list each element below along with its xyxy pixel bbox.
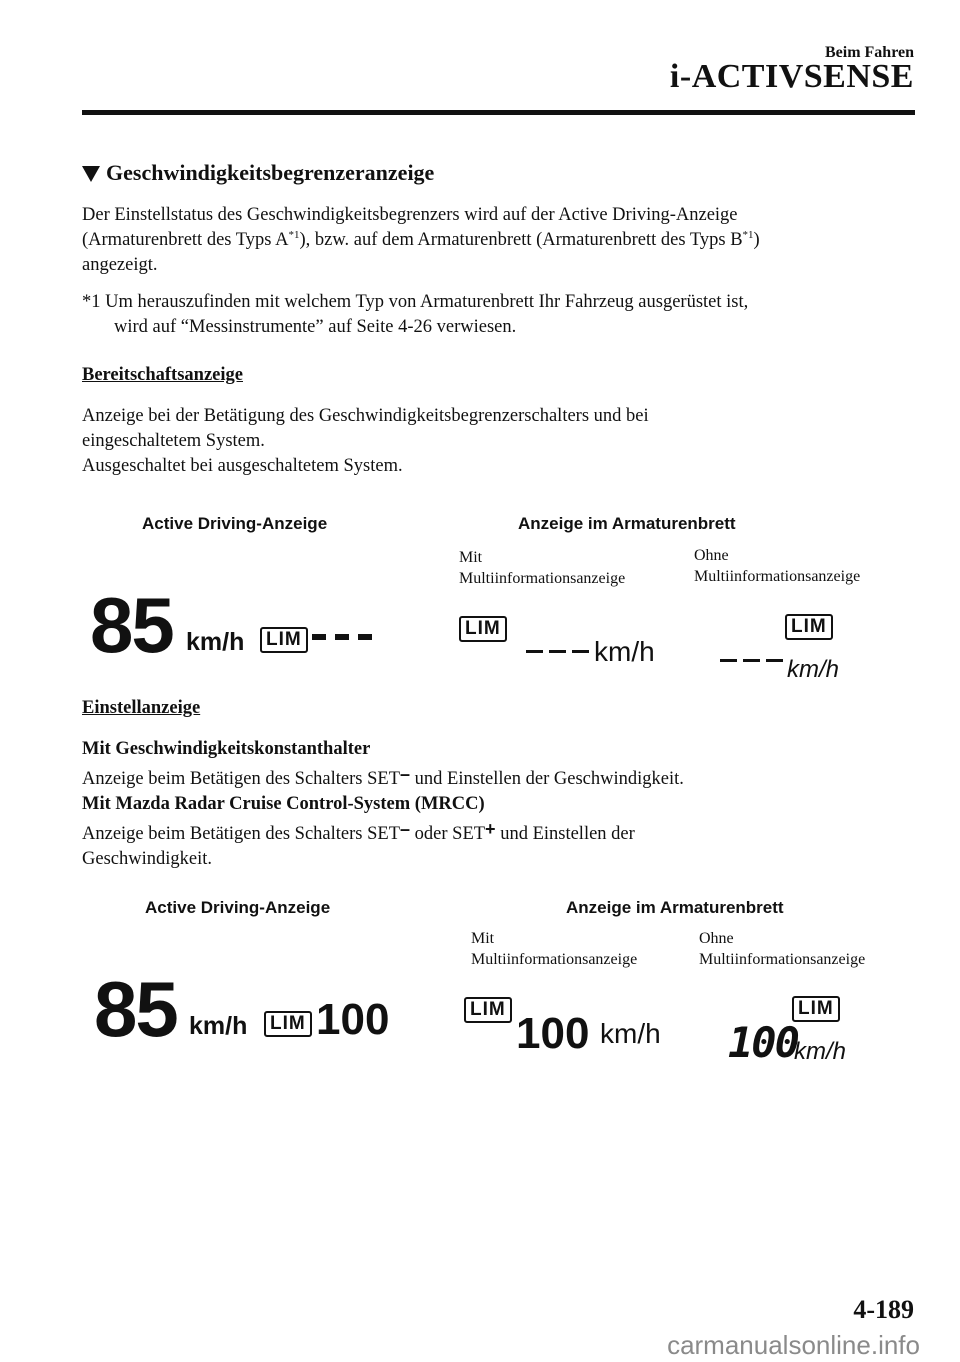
intro-line-1: Der Einstellstatus des Geschwindigkeitsbegrenzers wird auf der Active Driving-Anzeige [82,205,738,225]
mrcc-text-a: Anzeige beim Betätigen des Schalters SET [82,824,401,844]
fig1-without-unit: km/h [787,656,840,683]
footnote [82,290,922,340]
cruise-text-b: und Einstellen der Geschwindigkeit. [410,769,684,789]
dash-3 [358,634,372,640]
fig1-with-label-1: Mit [459,549,483,566]
fig1-left-title: Active Driving-Anzeige [142,514,328,533]
fig2-lim-badge: LIM [264,1011,312,1037]
fig1-limit-dashes [312,634,372,640]
fig1-without-label-2: Multiinformationsanzeige [694,568,861,585]
page-number: 4-189 [853,1295,914,1324]
dash-2 [743,659,760,662]
intro-line-2c: ) [753,230,760,250]
fig1-with-unit: km/h [594,636,655,667]
fig2-without-label-1: Ohne [699,930,734,947]
fig2-with-unit: km/h [600,1018,661,1049]
triangle-down-icon [82,166,100,182]
fig1-with-label-2: Multiinformationsanzeige [459,570,626,587]
minus-icon: – [400,764,411,784]
intro-line-2b: ), bzw. auf dem Armaturenbrett (Armaturenbrett des Typs B [299,230,743,250]
footnote-ref-1: *1 [288,228,300,241]
fig2-without-limit-value: 100 [728,1018,798,1067]
standby-paragraph [82,404,922,479]
dash-1 [526,650,543,653]
fig2-without-lim-badge: LIM [792,996,840,1022]
watermark: carmanualsonline.info [667,1330,920,1360]
cruise-heading: Mit Geschwindigkeitskonstanthalter [82,739,371,759]
header-title: i-ACTIVSENSE [669,58,914,95]
fig2-without-unit: km/h [794,1038,847,1065]
fig2-with-lim-badge: LIM [464,997,512,1023]
footnote-line-1: *1 Um herauszufinden mit welchem Typ von Armaturenbrett Ihr Fahrzeug ausgerüstet ist, [82,292,749,312]
fig2-without-label-2: Multiinformationsanzeige [699,951,866,968]
footnote-ref-2: *1 [742,228,754,241]
dash-3 [766,659,783,662]
fig2-with-limit-value: 100 [516,1009,590,1058]
intro-line-2 [82,228,922,253]
mrcc-heading: Mit Mazda Radar Cruise Control-System (MRCC) [82,794,485,814]
mrcc-text-b: oder SET [410,824,486,844]
intro-line-2a: (Armaturenbrett des Typs A [82,230,289,250]
fig1-with-dashes [526,650,589,653]
minus-icon: – [400,819,411,839]
section-heading [82,160,434,186]
fig1-without-label-1: Ohne [694,547,729,564]
fig1-without-label [694,545,860,587]
fig2-speed-unit: km/h [189,1012,248,1040]
fig1-with-lim-badge: LIM [459,616,507,642]
setting-heading: Einstellanzeige [82,698,201,718]
dash-2 [549,650,566,653]
fig2-speed-value: 85 [94,965,177,1053]
mrcc-text [82,817,922,847]
dash-1 [312,634,326,640]
fig2-right-title: Anzeige im Armaturenbrett [566,898,784,917]
fig2-left-title: Active Driving-Anzeige [145,898,331,917]
fig1-speed-unit: km/h [186,628,245,656]
setting-paragraph [82,737,922,872]
header-section: Beim Fahren [824,44,914,61]
fig2-with-label-1: Mit [471,930,495,947]
fig2-without-label [699,928,865,970]
dash-1 [720,659,737,662]
standby-line-3: Ausgeschaltet bei ausgeschaltetem System. [82,456,403,476]
intro-line-3: angezeigt. [82,255,158,275]
plus-icon: + [485,819,496,839]
fig1-without-lim-badge: LIM [785,614,833,640]
fig2-with-label-2: Multiinformationsanzeige [471,951,638,968]
cruise-text-a: Anzeige beim Betätigen des Schalters SET [82,769,401,789]
mrcc-text-c: und Einstellen der [495,824,635,844]
standby-line-2: eingeschaltetem System. [82,431,265,451]
fig2-limit-value: 100 [316,995,390,1044]
fig1-with-label [459,547,625,589]
dash-2 [335,634,349,640]
mrcc-line-2: Geschwindigkeit. [82,849,212,869]
fig2-with-label [471,928,637,970]
fig1-without-dashes [720,659,783,662]
cruise-text [82,762,922,792]
fig1-lim-badge: LIM [260,627,308,653]
footnote-line-2: wird auf “Messinstrumente” auf Seite 4-26 verwiesen. [114,317,517,337]
header-rule [82,110,915,115]
dash-3 [572,650,589,653]
intro-paragraph [82,203,922,278]
fig1-speed-value: 85 [90,581,173,669]
fig1-right-title: Anzeige im Armaturenbrett [518,514,736,533]
standby-heading: Bereitschaftsanzeige [82,365,243,385]
section-heading-text: Geschwindigkeitsbegrenzeranzeige [106,160,435,185]
standby-line-1: Anzeige bei der Betätigung des Geschwindigkeitsbegrenzerschalters und bei [82,406,649,426]
